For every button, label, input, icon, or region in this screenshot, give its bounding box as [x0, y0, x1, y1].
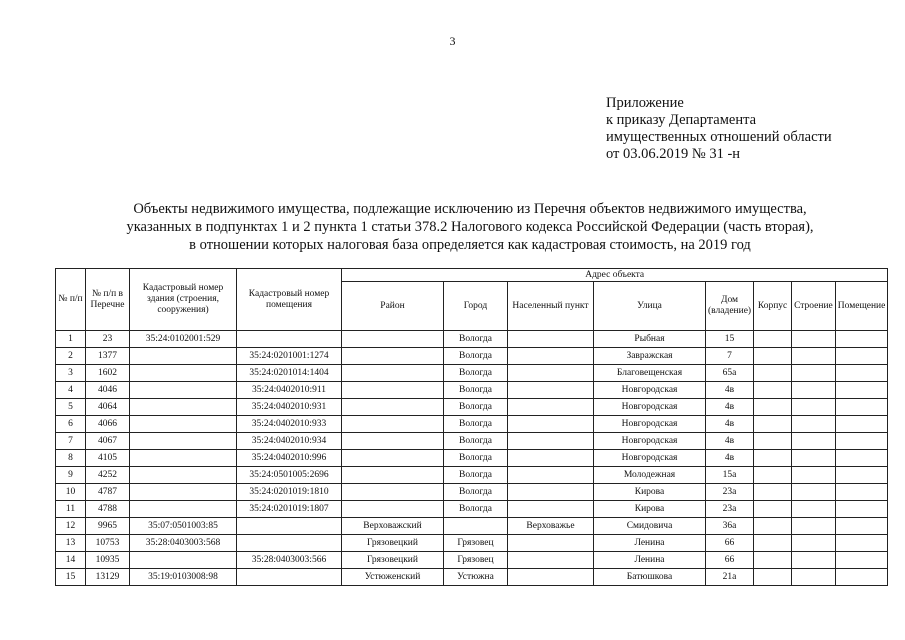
cell-street: Батюшкова: [594, 569, 706, 586]
cell-house: 65а: [706, 365, 754, 382]
cell-house: 4в: [706, 433, 754, 450]
cell-building-cadastral: [130, 501, 237, 518]
cell-stroenie: [792, 484, 836, 501]
appendix-line: имущественных отношений области: [606, 129, 832, 145]
table-row: [56, 450, 888, 467]
cell-stroenie: [792, 552, 836, 569]
appendix-line: от 03.06.2019 № 31 -н: [606, 146, 741, 162]
cell-settlement: [508, 382, 594, 399]
cell-pomeshchenie: [835, 467, 888, 484]
cell-premises-cadastral: [237, 518, 342, 535]
cell-stroenie: [792, 416, 836, 433]
cell-premises-cadastral: 35:24:0201014:1404: [237, 365, 342, 382]
cell-district: [342, 399, 444, 416]
table-row: [56, 569, 888, 586]
cell-stroenie: [792, 467, 836, 484]
cell-city: Грязовец: [444, 552, 508, 569]
cell-korpus: [754, 399, 792, 416]
cell-pomeshchenie: [835, 484, 888, 501]
cell-district: Верховажский: [342, 518, 444, 535]
cell-num: 4: [56, 382, 86, 399]
cell-street: Ленина: [594, 552, 706, 569]
cell-stroenie: [792, 569, 836, 586]
cell-stroenie: [792, 365, 836, 382]
cell-house: 23а: [706, 501, 754, 518]
appendix-line: Приложение: [606, 95, 684, 111]
cell-building-cadastral: [130, 382, 237, 399]
cell-city: Вологда: [444, 484, 508, 501]
cell-pomeshchenie: [835, 399, 888, 416]
cell-settlement: [508, 433, 594, 450]
cell-pomeshchenie: [835, 501, 888, 518]
page-number: 3: [449, 34, 456, 48]
cell-city: Вологда: [444, 467, 508, 484]
cell-korpus: [754, 382, 792, 399]
cell-korpus: [754, 416, 792, 433]
header-num: № п/п: [56, 269, 86, 331]
cell-num: 3: [56, 365, 86, 382]
cell-settlement: [508, 535, 594, 552]
cell-building-cadastral: 35:07:0501003:85: [130, 518, 237, 535]
cell-list-num: 9965: [86, 518, 130, 535]
cell-street: Завражская: [594, 348, 706, 365]
cell-korpus: [754, 433, 792, 450]
appendix-line: к приказу Департамента: [606, 112, 757, 128]
cell-stroenie: [792, 433, 836, 450]
table-row: [56, 535, 888, 552]
cell-building-cadastral: [130, 399, 237, 416]
cell-street: Новгородская: [594, 416, 706, 433]
cell-num: 14: [56, 552, 86, 569]
header-korpus: Корпус: [754, 282, 792, 331]
table-row: [56, 552, 888, 569]
cell-num: 12: [56, 518, 86, 535]
cell-pomeshchenie: [835, 518, 888, 535]
cell-list-num: 4046: [86, 382, 130, 399]
cell-korpus: [754, 535, 792, 552]
cell-city: Грязовец: [444, 535, 508, 552]
cell-building-cadastral: [130, 433, 237, 450]
header-row-top: [56, 269, 888, 282]
cell-street: Новгородская: [594, 382, 706, 399]
cell-premises-cadastral: 35:24:0402010:933: [237, 416, 342, 433]
cell-street: Новгородская: [594, 433, 706, 450]
cell-district: [342, 433, 444, 450]
cell-list-num: 1377: [86, 348, 130, 365]
cell-house: 21а: [706, 569, 754, 586]
cell-settlement: [508, 348, 594, 365]
cell-district: [342, 467, 444, 484]
cell-list-num: 1602: [86, 365, 130, 382]
cell-korpus: [754, 331, 792, 348]
cell-num: 6: [56, 416, 86, 433]
table-row: [56, 365, 888, 382]
cell-pomeshchenie: [835, 365, 888, 382]
cell-settlement: [508, 450, 594, 467]
cell-street: Новгородская: [594, 399, 706, 416]
table-body: [56, 331, 888, 586]
cell-pomeshchenie: [835, 382, 888, 399]
cell-city: Вологда: [444, 433, 508, 450]
cell-num: 10: [56, 484, 86, 501]
cell-num: 7: [56, 433, 86, 450]
cell-list-num: 4787: [86, 484, 130, 501]
cell-premises-cadastral: [237, 535, 342, 552]
cell-premises-cadastral: 35:24:0402010:934: [237, 433, 342, 450]
cell-premises-cadastral: [237, 569, 342, 586]
cell-street: Благовещенская: [594, 365, 706, 382]
cell-district: [342, 348, 444, 365]
cell-house: 15: [706, 331, 754, 348]
cell-stroenie: [792, 382, 836, 399]
cell-num: 8: [56, 450, 86, 467]
cell-list-num: 4788: [86, 501, 130, 518]
cell-list-num: 23: [86, 331, 130, 348]
cell-num: 15: [56, 569, 86, 586]
cell-building-cadastral: 35:24:0102001:529: [130, 331, 237, 348]
header-settlement: Населенный пункт: [508, 282, 594, 331]
table-row: [56, 348, 888, 365]
cell-settlement: [508, 365, 594, 382]
cell-city: [444, 518, 508, 535]
table-row: [56, 399, 888, 416]
cell-premises-cadastral: 35:24:0402010:911: [237, 382, 342, 399]
cell-pomeshchenie: [835, 348, 888, 365]
cell-pomeshchenie: [835, 552, 888, 569]
cell-num: 13: [56, 535, 86, 552]
cell-house: 66: [706, 552, 754, 569]
cell-house: 4в: [706, 382, 754, 399]
cell-premises-cadastral: [237, 331, 342, 348]
cell-building-cadastral: [130, 365, 237, 382]
cell-street: Кирова: [594, 501, 706, 518]
table-row: [56, 501, 888, 518]
cell-list-num: 10753: [86, 535, 130, 552]
cell-house: 23а: [706, 484, 754, 501]
cell-korpus: [754, 450, 792, 467]
cell-district: [342, 416, 444, 433]
cell-city: Вологда: [444, 331, 508, 348]
cell-house: 7: [706, 348, 754, 365]
cell-district: [342, 382, 444, 399]
cell-city: Вологда: [444, 501, 508, 518]
appendix-block: [606, 95, 832, 163]
cell-street: Смидовича: [594, 518, 706, 535]
table-row: [56, 416, 888, 433]
cell-settlement: [508, 399, 594, 416]
cell-korpus: [754, 348, 792, 365]
cell-building-cadastral: [130, 348, 237, 365]
table-row: [56, 382, 888, 399]
cell-pomeshchenie: [835, 569, 888, 586]
cell-list-num: 10935: [86, 552, 130, 569]
cell-list-num: 4064: [86, 399, 130, 416]
cell-num: 5: [56, 399, 86, 416]
cell-house: 36а: [706, 518, 754, 535]
table-row: [56, 518, 888, 535]
cell-district: Грязовецкий: [342, 535, 444, 552]
objects-table: [55, 268, 888, 586]
cell-settlement: [508, 467, 594, 484]
cell-stroenie: [792, 535, 836, 552]
cell-pomeshchenie: [835, 535, 888, 552]
cell-district: [342, 365, 444, 382]
cell-settlement: [508, 416, 594, 433]
cell-premises-cadastral: 35:24:0201001:1274: [237, 348, 342, 365]
cell-street: Рыбная: [594, 331, 706, 348]
cell-city: Вологда: [444, 348, 508, 365]
cell-list-num: 13129: [86, 569, 130, 586]
cell-city: Вологда: [444, 382, 508, 399]
cell-list-num: 4105: [86, 450, 130, 467]
cell-settlement: [508, 484, 594, 501]
cell-premises-cadastral: 35:24:0402010:931: [237, 399, 342, 416]
cell-pomeshchenie: [835, 450, 888, 467]
header-street: Улица: [594, 282, 706, 331]
cell-korpus: [754, 569, 792, 586]
table-row: [56, 331, 888, 348]
cell-settlement: [508, 501, 594, 518]
table-row: [56, 433, 888, 450]
cell-korpus: [754, 467, 792, 484]
header-city: Город: [444, 282, 508, 331]
header-list-num: № п/п в Перечне: [86, 269, 130, 331]
header-address-group: Адрес объекта: [342, 269, 888, 282]
cell-street: Новгородская: [594, 450, 706, 467]
cell-korpus: [754, 484, 792, 501]
cell-district: [342, 450, 444, 467]
cell-district: [342, 331, 444, 348]
cell-district: [342, 484, 444, 501]
cell-house: 66: [706, 535, 754, 552]
cell-building-cadastral: [130, 552, 237, 569]
header-district: Район: [342, 282, 444, 331]
cell-list-num: 4066: [86, 416, 130, 433]
cell-num: 9: [56, 467, 86, 484]
cell-stroenie: [792, 348, 836, 365]
cell-num: 1: [56, 331, 86, 348]
cell-stroenie: [792, 450, 836, 467]
cell-building-cadastral: [130, 467, 237, 484]
cell-premises-cadastral: 35:24:0201019:1810: [237, 484, 342, 501]
cell-building-cadastral: 35:19:0103008:98: [130, 569, 237, 586]
cell-settlement: Верховажье: [508, 518, 594, 535]
cell-street: Ленина: [594, 535, 706, 552]
header-stroenie: Строение: [792, 282, 836, 331]
cell-pomeshchenie: [835, 416, 888, 433]
cell-building-cadastral: [130, 416, 237, 433]
cell-korpus: [754, 518, 792, 535]
title-line: указанных в подпунктах 1 и 2 пункта 1 статьи 378.2 Налогового кодекса Российской Федерации (часть вторая),: [126, 219, 814, 235]
table-row: [56, 484, 888, 501]
cell-premises-cadastral: 35:24:0402010:996: [237, 450, 342, 467]
title-line: Объекты недвижимого имущества, подлежащие исключению из Перечня объектов недвижимого имущества,: [133, 201, 807, 217]
cell-num: 11: [56, 501, 86, 518]
cell-street: Кирова: [594, 484, 706, 501]
cell-stroenie: [792, 331, 836, 348]
cell-korpus: [754, 501, 792, 518]
cell-city: Вологда: [444, 365, 508, 382]
cell-district: Устюженский: [342, 569, 444, 586]
cell-premises-cadastral: 35:24:0201019:1807: [237, 501, 342, 518]
table-row: [56, 467, 888, 484]
cell-house: 4в: [706, 450, 754, 467]
cell-city: Вологда: [444, 416, 508, 433]
cell-city: Устюжна: [444, 569, 508, 586]
cell-list-num: 4067: [86, 433, 130, 450]
cell-building-cadastral: [130, 450, 237, 467]
cell-korpus: [754, 552, 792, 569]
cell-pomeshchenie: [835, 433, 888, 450]
cell-korpus: [754, 365, 792, 382]
document-title: [40, 200, 900, 254]
cell-stroenie: [792, 518, 836, 535]
cell-house: 4в: [706, 399, 754, 416]
header-house: Дом (владение): [706, 282, 754, 331]
cell-pomeshchenie: [835, 331, 888, 348]
header-premises-cadastral: Кадастровый номер помещения: [237, 269, 342, 331]
cell-street: Молодежная: [594, 467, 706, 484]
cell-list-num: 4252: [86, 467, 130, 484]
cell-stroenie: [792, 399, 836, 416]
cell-house: 15а: [706, 467, 754, 484]
cell-stroenie: [792, 501, 836, 518]
cell-building-cadastral: [130, 484, 237, 501]
cell-district: Грязовецкий: [342, 552, 444, 569]
cell-district: [342, 501, 444, 518]
cell-premises-cadastral: 35:28:0403003:566: [237, 552, 342, 569]
cell-settlement: [508, 552, 594, 569]
cell-city: Вологда: [444, 450, 508, 467]
title-line: в отношении которых налоговая база определяется как кадастровая стоимость, на 2019 год: [189, 237, 751, 253]
header-building-cadastral: Кадастровый номер здания (строения, сооружения): [130, 269, 237, 331]
cell-settlement: [508, 569, 594, 586]
cell-city: Вологда: [444, 399, 508, 416]
header-pomeshchenie: Помещение: [835, 282, 888, 331]
cell-num: 2: [56, 348, 86, 365]
cell-premises-cadastral: 35:24:0501005:2696: [237, 467, 342, 484]
cell-house: 4в: [706, 416, 754, 433]
cell-building-cadastral: 35:28:0403003:568: [130, 535, 237, 552]
cell-settlement: [508, 331, 594, 348]
